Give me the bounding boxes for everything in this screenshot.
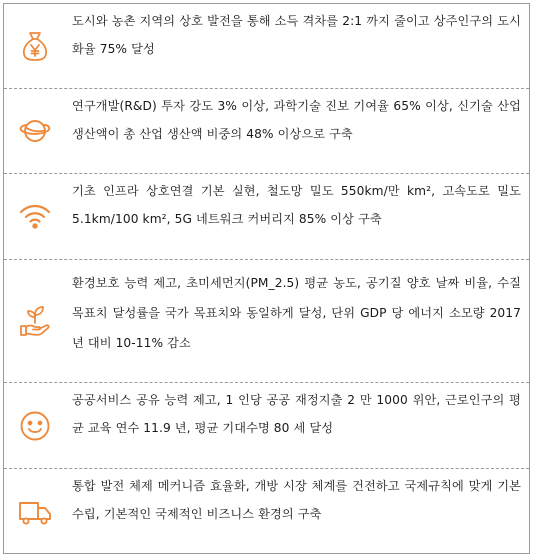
money-bag-icon <box>18 29 52 63</box>
table-row <box>4 4 529 89</box>
icon-cell <box>4 383 66 468</box>
row-text: 기초 인프라 상호연결 기본 실현, 철도망 밀도 550km/만 km², 고속도로 밀도 5.1km/100 km², 5G 네트워크 커버리지 85% 이상 구축 <box>72 184 521 226</box>
row-text: 환경보호 능력 제고, 초미세먼지(PM_2.5) 평균 농도, 공기질 양호 날짜 비율, 수질 목표치 달성률을 국가 목표치와 동일하게 달성, 단위 GDP 당 에너지 소모량 2017 년 대비 10-11% 감소 <box>72 276 521 350</box>
hand-plant-icon <box>18 304 52 338</box>
icon-cell <box>4 89 66 173</box>
row-text: 공공서비스 공유 능력 제고, 1 인당 공공 재정지출 2 만 1000 위안, 근로인구의 평균 교육 연수 11.9 년, 평균 기대수명 80 세 달성 <box>72 393 521 435</box>
icon-cell <box>4 4 66 88</box>
row-text: 연구개발(R&D) 투자 강도 3% 이상, 과학기술 진보 기여율 65% 이상, 신기술 산업 생산액이 총 산업 생산액 비중의 48% 이상으로 구축 <box>72 99 521 141</box>
icon-cell <box>4 260 66 382</box>
planet-icon <box>18 114 52 148</box>
row-text: 통합 발전 체제 메커니즘 효율화, 개방 시장 체계를 건전하고 국제규칙에 맞게 기본 수립, 기본적인 국제적인 비즈니스 환경의 구축 <box>72 479 521 521</box>
table-row <box>4 89 529 174</box>
table-row <box>4 260 529 383</box>
row-text: 도시와 농촌 지역의 상호 발전을 통해 소득 격차를 2:1 까지 줄이고 상주인구의 도시화율 75% 달성 <box>72 14 521 56</box>
table-row <box>4 383 529 469</box>
table-row <box>4 174 529 260</box>
goals-table <box>3 3 530 554</box>
icon-cell <box>4 469 66 555</box>
icon-cell <box>4 174 66 259</box>
truck-icon <box>18 495 52 529</box>
wifi-icon <box>18 200 52 234</box>
smiley-icon <box>18 409 52 443</box>
table-row <box>4 469 529 555</box>
